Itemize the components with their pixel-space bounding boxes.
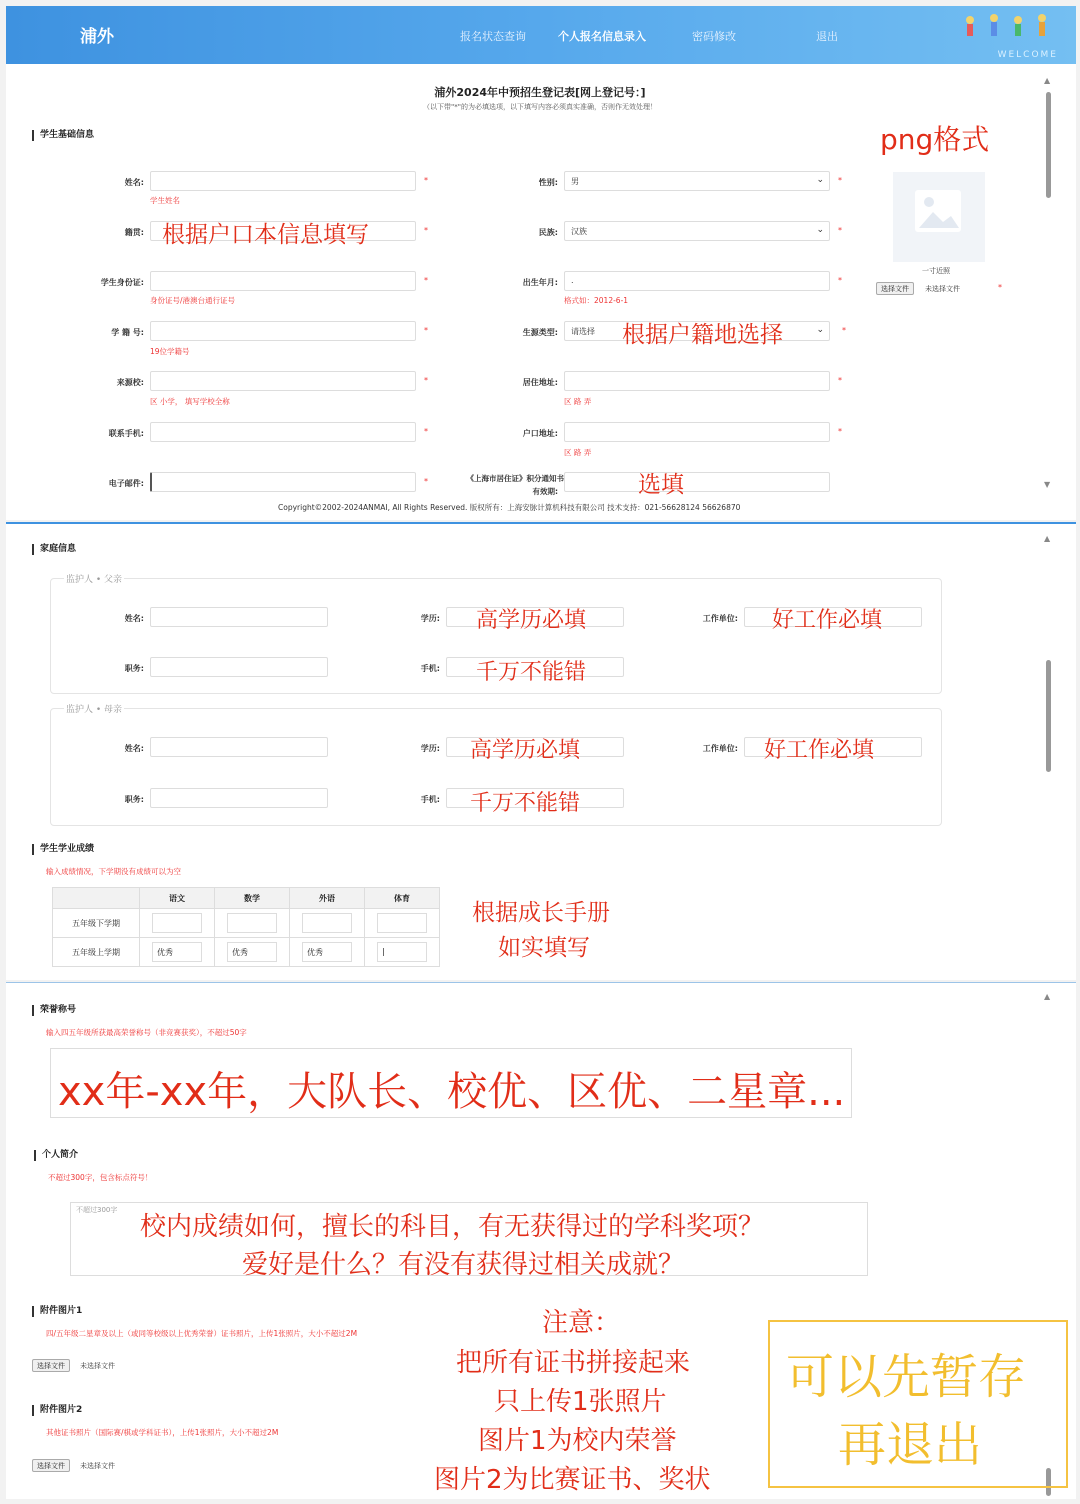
section-scores: 学生学业成绩: [32, 844, 94, 855]
birth-value: .: [571, 276, 574, 285]
label-email: 电子邮件:: [108, 479, 144, 488]
name-hint: 学生姓名: [150, 196, 180, 205]
required-star: *: [998, 283, 1002, 292]
scrollbar-thumb[interactable]: [1046, 92, 1051, 198]
school-hint: 区 小学， 填写学校全称: [150, 397, 230, 406]
photo-choose-file-button[interactable]: 选择文件: [876, 282, 914, 295]
annotation-save-1: 可以先暂存: [786, 1349, 1027, 1405]
required-star: *: [838, 427, 842, 436]
studentno-hint: 19位学籍号: [150, 347, 190, 356]
hukou-input[interactable]: [564, 422, 830, 442]
school-input[interactable]: [150, 371, 416, 391]
residence-validity-input[interactable]: [564, 472, 830, 492]
address-hint: 区 路 弄: [564, 397, 592, 406]
section-basic-info: 学生基础信息: [32, 130, 94, 141]
score-input[interactable]: [302, 913, 352, 933]
annotation-note-4: 图片2为比赛证书、奖状: [434, 1465, 711, 1495]
section-family: 家庭信息: [32, 544, 76, 555]
required-star: *: [838, 276, 842, 285]
nav-logout[interactable]: 退出: [816, 30, 838, 43]
required-star: *: [838, 376, 842, 385]
section-attach1: 附件图片1: [32, 1306, 82, 1317]
father-edu-label: 学历:: [420, 614, 440, 623]
photo-placeholder: [893, 172, 985, 262]
intro-placeholder: 不超过300字: [76, 1206, 118, 1214]
scrollbar-thumb[interactable]: [1046, 660, 1051, 772]
attach2-choose-file-button[interactable]: 选择文件: [32, 1459, 70, 1472]
annotation-intro-1: 校内成绩如何，擅长的科目，有无获得过的学科奖项？: [140, 1212, 765, 1242]
mother-job-input[interactable]: [150, 788, 328, 808]
scores-table: [52, 887, 440, 967]
label-hukou: 户口地址:: [522, 429, 558, 438]
annotation-png: png格式: [880, 123, 990, 156]
annotation-intro-2: 爱好是什么？有没有获得过相关成就？: [242, 1250, 685, 1280]
mother-phone-label: 手机:: [420, 795, 440, 804]
required-star: *: [424, 477, 428, 486]
father-job-label: 职务:: [124, 664, 144, 673]
annotation-honor-example: xx年-xx年，大队长、校优、区优、二星章...: [58, 1069, 846, 1115]
annotation-father-phone: 千万不能错: [476, 660, 587, 685]
welcome-text: WELCOME: [997, 50, 1058, 60]
term-cell: 五年级上学期: [53, 938, 140, 967]
header-bar: [6, 6, 1076, 64]
annotation-mother-phone: 千万不能错: [470, 791, 581, 816]
annotation-scores-2: 如实填写: [498, 935, 590, 961]
label-name: 姓名:: [124, 178, 144, 187]
attach1-no-file-text: 未选择文件: [80, 1362, 115, 1370]
table-header-cell: 数学: [215, 888, 290, 909]
annotation-save-2: 再退出: [838, 1417, 983, 1473]
table-header-cell: 语文: [140, 888, 215, 909]
intro-hint: 不超过300字，包含标点符号！: [48, 1173, 153, 1182]
mother-name-input[interactable]: [150, 737, 328, 757]
required-star: *: [424, 427, 428, 436]
required-star: *: [838, 226, 842, 235]
score-input[interactable]: [227, 913, 277, 933]
label-address: 居住地址:: [522, 378, 558, 387]
father-name-label: 姓名:: [124, 614, 144, 623]
annotation-optional: 选填: [638, 472, 684, 498]
honor-hint: 输入四五年级所获最高荣誉称号（非竞赛获奖），不超过50字: [46, 1028, 247, 1037]
score-input[interactable]: 优秀: [227, 942, 277, 962]
annotation-note-3: 图片1为校内荣誉: [478, 1426, 677, 1456]
copyright-text: Copyright©2002-2024ANMAI, All Rights Reserved. 版权所有：上海安脉计算机科技有限公司 技术支持：021-56628124 56626870: [278, 503, 741, 512]
annotation-scores-1: 根据成长手册: [472, 900, 610, 926]
phone-input[interactable]: [150, 422, 416, 442]
annotation-father-work: 好工作必填: [772, 608, 883, 633]
mother-name-label: 姓名:: [124, 744, 144, 753]
score-input[interactable]: 优秀: [302, 942, 352, 962]
score-input[interactable]: 优秀: [152, 942, 202, 962]
scores-hint: 输入成绩情况，下学期没有成绩可以为空: [46, 867, 181, 876]
label-residence-1: 《上海市居住证》积分通知书: [466, 474, 564, 483]
attach1-choose-file-button[interactable]: 选择文件: [32, 1359, 70, 1372]
term-cell: 五年级下学期: [53, 909, 140, 938]
father-legend: 监护人 • 父亲: [64, 572, 124, 585]
section-honor: 荣誉称号: [32, 1005, 76, 1016]
hukou-hint: 区 路 弄: [564, 448, 592, 457]
label-residence-2: 有效期:: [532, 487, 558, 496]
scroll-up-arrow[interactable]: ▲: [1044, 992, 1051, 1001]
annotation-sourcetype-fill: 根据户籍地选择: [622, 322, 783, 348]
scroll-down-arrow[interactable]: ▼: [1044, 480, 1051, 489]
mother-work-label: 工作单位:: [702, 744, 738, 753]
gender-select[interactable]: [564, 171, 830, 191]
section-attach2: 附件图片2: [32, 1405, 82, 1416]
label-gender: 性别:: [538, 178, 558, 187]
father-work-label: 工作单位:: [702, 614, 738, 623]
score-input[interactable]: [377, 913, 427, 933]
photo-no-file-text: 未选择文件: [925, 285, 960, 293]
required-star: *: [838, 176, 842, 185]
chevron-down-icon: ⌄: [816, 175, 824, 185]
father-phone-label: 手机:: [420, 664, 440, 673]
required-star: *: [424, 326, 428, 335]
form-subtitle: （以下带"*"的为必填选项，以下填写内容必须真实准确，否则作无效处理！: [423, 103, 657, 111]
birth-input[interactable]: [564, 271, 830, 291]
mother-edu-label: 学历:: [420, 744, 440, 753]
annotation-note-2: 只上传1张照片: [494, 1387, 667, 1417]
father-name-input[interactable]: [150, 607, 328, 627]
nav-password[interactable]: 密码修改: [692, 30, 736, 43]
table-header-cell: 体育: [365, 888, 440, 909]
image-icon: [893, 172, 985, 262]
email-input[interactable]: [150, 472, 416, 492]
idcard-hint: 身份证号/港澳台通行证号: [150, 296, 236, 305]
brand-logo: 浦外: [80, 27, 114, 47]
attach2-no-file-text: 未选择文件: [80, 1462, 115, 1470]
nav-info-entry[interactable]: 个人报名信息录入: [558, 30, 646, 43]
nav-status[interactable]: 报名状态查询: [460, 30, 526, 43]
required-star: *: [424, 276, 428, 285]
annotation-father-edu: 高学历必填: [476, 608, 587, 633]
section-intro: 个人简介: [34, 1150, 78, 1161]
annotation-hukou-fill: 根据户口本信息填写: [162, 222, 369, 248]
form-title: 浦外2024年中预招生登记表[网上登记号：]: [434, 86, 646, 99]
name-input[interactable]: [150, 171, 416, 191]
mother-legend: 监护人 • 母亲: [64, 702, 124, 715]
students-illustration: [958, 12, 1058, 48]
table-header-cell: 外语: [290, 888, 365, 909]
scroll-up-arrow[interactable]: ▲: [1044, 76, 1051, 85]
score-input[interactable]: [152, 913, 202, 933]
chevron-down-icon: ⌄: [816, 225, 824, 235]
studentno-input[interactable]: [150, 321, 416, 341]
required-star: *: [424, 226, 428, 235]
label-sourcetype: 生源类型:: [522, 328, 558, 337]
label-studentno: 学 籍 号:: [111, 328, 144, 337]
attach2-hint: 其他证书照片（国际赛/棋或学科证书），上传1张照片，大小不超过2M: [46, 1428, 279, 1437]
table-header-cell: [53, 888, 140, 909]
address-input[interactable]: [564, 371, 830, 391]
ethnic-value: 汉族: [571, 227, 587, 236]
sourcetype-value: 请选择: [571, 327, 595, 336]
annotation-mother-edu: 高学历必填: [470, 738, 581, 763]
required-star: *: [424, 376, 428, 385]
score-input[interactable]: |: [377, 942, 427, 962]
label-idcard: 学生身份证:: [100, 278, 144, 287]
attach1-hint: 四/五年级二星章及以上（或同等校级以上优秀荣誉）证书照片，上传1张照片，大小不超过2M: [46, 1329, 358, 1338]
required-star: *: [424, 176, 428, 185]
label-phone: 联系手机:: [108, 429, 144, 438]
label-native: 籍贯:: [124, 228, 144, 237]
gender-value: 男: [571, 177, 579, 186]
scroll-up-arrow[interactable]: ▲: [1044, 534, 1051, 543]
table-row: [53, 909, 440, 938]
annotation-mother-work: 好工作必填: [764, 738, 875, 763]
mother-job-label: 职务:: [124, 795, 144, 804]
table-row: [53, 938, 440, 967]
label-ethnic: 民族:: [538, 228, 558, 237]
idcard-input[interactable]: [150, 271, 416, 291]
label-birth: 出生年月:: [522, 278, 558, 287]
annotation-note-title: 注意：: [542, 1308, 621, 1338]
photo-caption: 一寸近照: [922, 267, 950, 275]
ethnic-select[interactable]: [564, 221, 830, 241]
chevron-down-icon: ⌄: [816, 325, 824, 335]
father-job-input[interactable]: [150, 657, 328, 677]
table-header-row: [53, 888, 440, 909]
annotation-note-1: 把所有证书拼接起来: [456, 1348, 691, 1378]
required-star: *: [842, 326, 846, 335]
birth-hint: 格式如：2012-6-1: [564, 296, 629, 305]
label-school: 来源校:: [116, 378, 144, 387]
